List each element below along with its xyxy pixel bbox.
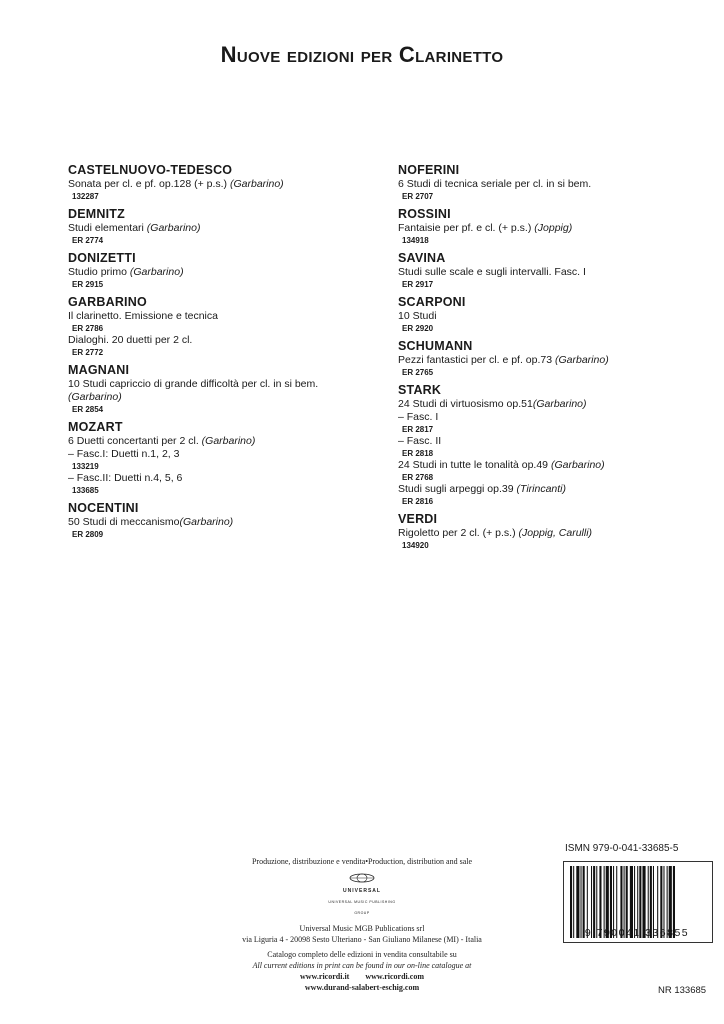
composer-name: VERDI	[398, 512, 438, 526]
catalog-code: ER 2915	[72, 280, 104, 289]
work-editor: (Joppig, Carulli)	[518, 527, 593, 539]
work-title-text: – Fasc. II	[398, 435, 442, 447]
composer-name: SCHUMANN	[398, 339, 473, 353]
work-title	[398, 222, 698, 235]
work-editor: (Joppig)	[534, 222, 573, 234]
website-link-durand[interactable]: www.durand-salabert-eschig.com	[304, 983, 420, 992]
composer-entry	[68, 500, 368, 540]
composer-name: MAGNANI	[68, 363, 130, 377]
work-title	[398, 178, 698, 191]
work-item	[398, 266, 698, 290]
issn-number: ISMN 979-0-041-33685-5	[565, 843, 679, 854]
composer-name: MOZART	[68, 420, 123, 434]
work-title	[398, 527, 698, 540]
work-editor: (Garbarino)	[532, 398, 587, 410]
composer-entry	[398, 250, 698, 290]
work-title	[398, 354, 698, 367]
work-editor: (Garbarino)	[179, 516, 234, 528]
composer-name: DEMNITZ	[68, 207, 125, 221]
catalog-code: ER 2772	[72, 348, 104, 357]
composer-entry	[398, 294, 698, 334]
composer-name: CASTELNUOVO-TEDESCO	[68, 163, 233, 177]
work-item	[398, 527, 698, 551]
work-title	[398, 435, 698, 448]
logo-word: UNIVERSAL	[343, 888, 381, 894]
barcode-digits: 9 790041 336855	[584, 927, 690, 939]
composer-name: NOFERINI	[398, 163, 460, 177]
work-item	[398, 411, 698, 435]
barcode-block	[563, 843, 713, 996]
globe-icon	[348, 873, 376, 883]
composer-entry	[398, 338, 698, 378]
right-column	[398, 162, 698, 555]
logo-subtitle: UNIVERSAL MUSIC PUBLISHING GROUP	[328, 900, 396, 915]
website-links	[212, 971, 512, 982]
composer-entry	[398, 206, 698, 246]
work-item	[398, 435, 698, 459]
composer-entry	[68, 162, 368, 202]
composer-entry	[68, 294, 368, 358]
work-title	[68, 222, 368, 235]
catalog-code: ER 2854	[72, 405, 104, 414]
work-title	[68, 448, 368, 461]
work-item	[68, 266, 368, 290]
work-editor: (Garbarino)	[146, 222, 201, 234]
work-title-text: Pezzi fantastici per cl. e pf. op.73	[398, 354, 555, 366]
work-title-text: – Fasc.II: Duetti n.4, 5, 6	[68, 472, 183, 484]
work-item	[68, 222, 368, 246]
work-title	[68, 334, 368, 347]
work-item	[398, 178, 698, 202]
work-title-text: 24 Studi in tutte le tonalità op.49	[398, 459, 551, 471]
work-item	[68, 516, 368, 540]
catalog-code: ER 2920	[402, 324, 434, 333]
work-item	[68, 310, 368, 334]
work-title-text: Fantaisie per pf. e cl. (+ p.s.)	[398, 222, 535, 234]
work-title-text: Studi elementari	[68, 222, 147, 234]
catalog-code: 134920	[402, 541, 429, 550]
composer-name: SCARPONI	[398, 295, 466, 309]
composer-name: ROSSINI	[398, 207, 451, 221]
work-title	[68, 516, 368, 529]
work-title	[398, 459, 698, 472]
work-editor: (Garbarino)	[229, 178, 284, 190]
work-title-text: 6 Studi di tecnica seriale per cl. in si bem.	[398, 178, 592, 190]
work-title	[398, 483, 698, 496]
work-editor: (Tirincanti)	[516, 483, 566, 495]
work-item	[398, 354, 698, 378]
work-title	[68, 178, 368, 191]
catalog-code: 132287	[72, 192, 99, 201]
work-title	[68, 310, 368, 323]
work-item	[68, 448, 368, 472]
work-item	[68, 378, 368, 415]
work-item	[398, 483, 698, 507]
catalog-code: 133219	[72, 462, 99, 471]
work-title	[398, 310, 698, 323]
catalog-code: ER 2768	[402, 473, 434, 482]
work-title-text: Studi sulle scale e sugli intervalli. Fasc. I	[398, 266, 586, 278]
work-title-text: Il clarinetto. Emissione e tecnica	[68, 310, 218, 322]
work-item	[398, 310, 698, 334]
work-editor: (Garbarino)	[129, 266, 184, 278]
catalog-code: ER 2707	[402, 192, 434, 201]
work-item	[398, 398, 698, 411]
work-title-text: 10 Studi	[398, 310, 437, 322]
work-title-text: Sonata per cl. e pf. op.128 (+ p.s.)	[68, 178, 230, 190]
composer-name: STARK	[398, 383, 442, 397]
page-title: Nuove edizioni per Clarinetto	[220, 42, 504, 67]
composer-entry	[398, 162, 698, 202]
work-item	[68, 178, 368, 202]
catalog-code: ER 2765	[402, 368, 434, 377]
left-column	[68, 162, 368, 544]
work-title-text: 6 Duetti concertanti per 2 cl.	[68, 435, 202, 447]
work-title	[398, 411, 698, 424]
composer-name: NOCENTINI	[68, 501, 139, 515]
universal-logo	[322, 873, 402, 919]
composer-entry	[398, 511, 698, 551]
composer-entry	[68, 206, 368, 246]
catalog-english: All current editions in print can be found in our on-line catalogue at	[252, 961, 472, 970]
work-title	[68, 435, 368, 448]
work-editor: (Garbarino)	[68, 391, 122, 403]
composer-name: SAVINA	[398, 251, 446, 265]
work-editor: (Garbarino)	[550, 459, 605, 471]
work-item	[398, 222, 698, 246]
website-link-ricordi-it[interactable]: www.ricordi.it	[300, 972, 350, 981]
work-title-text: Dialoghi. 20 duetti per 2 cl.	[68, 334, 193, 346]
catalog-code: ER 2809	[72, 530, 104, 539]
work-title	[68, 266, 368, 279]
catalog-code: ER 2917	[402, 280, 434, 289]
work-title-text: Studio primo	[68, 266, 130, 278]
work-item	[68, 435, 368, 448]
company-address: via Liguria 4 - 20098 Sesto Ulteriano - San Giuliano Milanese (MI) - Italia	[242, 935, 482, 944]
work-editor: (Garbarino)	[555, 354, 609, 366]
catalog-code: 134918	[402, 236, 429, 245]
work-title-text: 24 Studi di virtuosismo op.51	[398, 398, 533, 410]
catalog-italian: Catalogo completo delle edizioni in vendita consultabile su	[267, 950, 457, 959]
composer-entry	[398, 382, 698, 507]
company-name: Universal Music MGB Publications srl	[299, 924, 425, 933]
website-link-ricordi-com[interactable]: www.ricordi.com	[365, 972, 424, 981]
catalog-number: NR 133685	[658, 985, 707, 996]
composer-entry	[68, 250, 368, 290]
catalog-code: ER 2816	[402, 497, 434, 506]
work-item	[398, 459, 698, 483]
work-title-text: – Fasc. I	[398, 411, 439, 423]
catalog-code: ER 2818	[402, 449, 434, 458]
work-title-text: Studi sugli arpeggi op.39	[398, 483, 517, 495]
catalog-code: 133685	[72, 486, 99, 495]
work-title-text: 50 Studi di meccanismo	[68, 516, 180, 528]
catalog-code: ER 2786	[72, 324, 104, 333]
distribution-line: Produzione, distribuzione e vendita•Production, distribution and sale	[251, 857, 473, 866]
work-editor: (Garbarino)	[201, 435, 256, 447]
composer-name: GARBARINO	[68, 295, 147, 309]
composer-entry	[68, 419, 368, 496]
work-title-text: Rigoletto per 2 cl. (+ p.s.)	[398, 527, 519, 539]
work-item	[68, 334, 368, 358]
work-title	[398, 266, 698, 279]
work-item	[68, 472, 368, 496]
work-title-text: 10 Studi capriccio di grande difficoltà per cl. in si bem.	[68, 378, 319, 390]
work-title	[68, 472, 368, 485]
work-title	[398, 398, 698, 411]
composer-name: DONIZETTI	[68, 251, 136, 265]
work-title	[68, 378, 368, 404]
catalog-code: ER 2774	[72, 236, 104, 245]
publisher-block	[212, 856, 512, 993]
catalog-code: ER 2817	[402, 425, 434, 434]
work-title-text: – Fasc.I: Duetti n.1, 2, 3	[68, 448, 180, 460]
composer-entry	[68, 362, 368, 415]
